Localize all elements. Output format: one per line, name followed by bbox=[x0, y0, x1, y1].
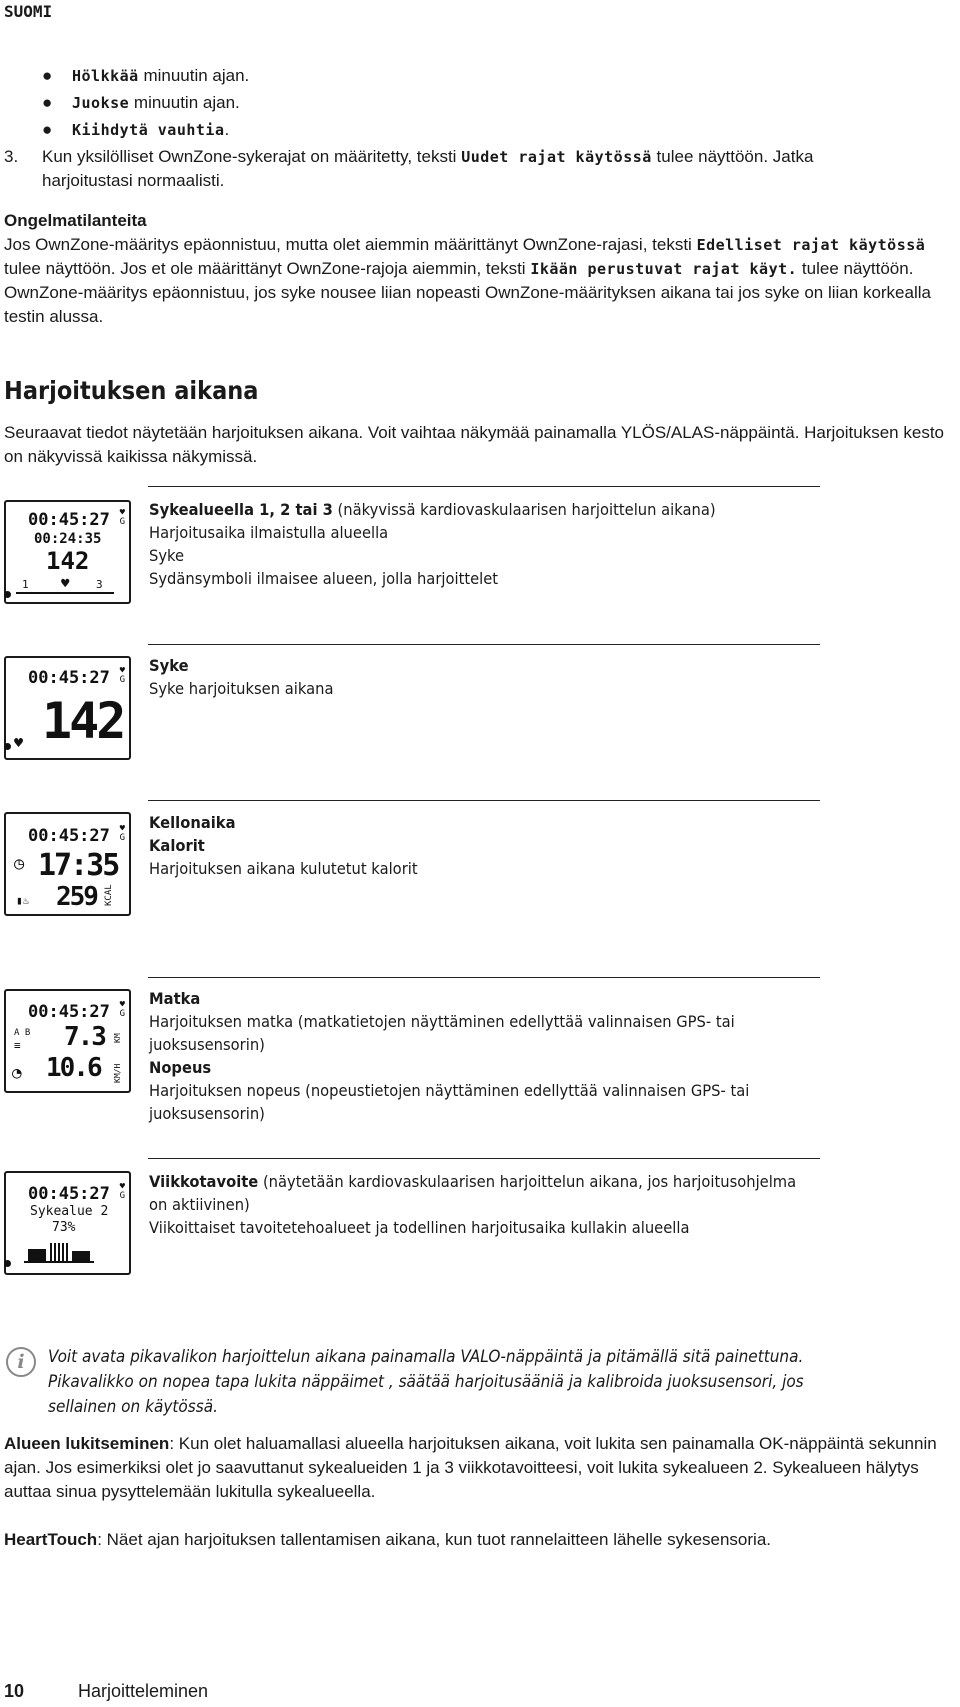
weekly-zone-bars bbox=[24, 1239, 94, 1263]
lcd-clock: 17:35 bbox=[38, 848, 119, 883]
bullet-text: . bbox=[224, 120, 230, 139]
indicator-dot bbox=[4, 591, 11, 598]
problems-text-1: Jos OwnZone-määritys epäonnistuu, mutta olet aiemmin määrittänyt OwnZone-rajasi, teksti bbox=[4, 235, 697, 254]
gps-heart-icon: ♥ G bbox=[119, 824, 125, 843]
gps-heart-icon: ♥ G bbox=[119, 508, 125, 527]
watch-display-distance-speed bbox=[4, 989, 131, 1093]
bullet-dot: ● bbox=[42, 66, 53, 85]
lcd-heart-rate: 142 bbox=[46, 547, 90, 575]
step-text-line2: harjoitustasi normaalisti. bbox=[42, 171, 225, 190]
view-line: Harjoitusaika ilmaistulla alueella bbox=[149, 523, 389, 542]
zone-bar bbox=[16, 576, 114, 594]
zone-lock-label: Alueen lukitseminen bbox=[4, 1434, 170, 1453]
watch-display-zone bbox=[4, 500, 131, 604]
language-label: SUOMI bbox=[4, 2, 53, 21]
heart-icon: ♥ bbox=[14, 734, 24, 752]
view-line: Harjoituksen nopeus (nopeustietojen näyttäminen edellyttää valinnaisen GPS- tai bbox=[149, 1081, 750, 1100]
step-number: 3. bbox=[4, 147, 19, 166]
lcd-distance: 7.3 bbox=[64, 1022, 105, 1052]
indicator-dot bbox=[4, 743, 11, 750]
lcd-zone-label: Sykealue 2 bbox=[30, 1204, 109, 1219]
view-description-2 bbox=[149, 654, 811, 700]
view-line: Syke bbox=[149, 546, 185, 565]
zone-lock-paragraph bbox=[4, 1432, 959, 1504]
gps-heart-icon: ♥ G bbox=[119, 666, 125, 685]
speedometer-icon: ◔ bbox=[12, 1063, 22, 1082]
lcd-text: Juokse bbox=[72, 94, 130, 112]
view-line: Harjoituksen aikana kulutetut kalorit bbox=[149, 859, 418, 878]
zone-bar-3 bbox=[72, 1251, 90, 1261]
heart-icon: ♥ bbox=[61, 576, 70, 592]
clock-icon: ◷ bbox=[14, 854, 25, 874]
bullet-dot: ● bbox=[42, 93, 53, 112]
separator bbox=[148, 977, 820, 978]
view-line: juoksusensorin) bbox=[149, 1035, 265, 1054]
hearttouch-text: : Näet ajan harjoituksen tallentamisen aikana, kun tuot rannelaitteen lähelle sykesensoria. bbox=[97, 1530, 772, 1549]
view-description-3 bbox=[149, 811, 811, 880]
bullet-text: minuutin ajan. bbox=[138, 66, 250, 85]
step-text: Kun yksilölliset OwnZone-sykerajat on määritetty, teksti bbox=[42, 147, 462, 166]
shoe-icon: ≡ bbox=[14, 1039, 21, 1052]
view-line: Sydänsymboli ilmaisee alueen, jolla harjoittelet bbox=[149, 569, 499, 588]
separator bbox=[148, 486, 820, 487]
lcd-text: Kiihdytä vauhtia bbox=[72, 121, 225, 139]
hearttouch-paragraph bbox=[4, 1528, 954, 1552]
gps-heart-icon: ♥ G bbox=[119, 1182, 125, 1201]
view-subtitle: (näytetään kardiovaskulaarisen harjoittelun aikana, jos harjoitusohjelma bbox=[258, 1172, 797, 1191]
lcd-duration: 00:45:27 bbox=[28, 826, 110, 846]
indicator-dot bbox=[4, 1260, 11, 1267]
bullet-text: minuutin ajan. bbox=[129, 93, 240, 112]
lcd-duration: 00:45:27 bbox=[28, 1184, 110, 1204]
section-intro: Seuraavat tiedot näytetään harjoituksen aikana. Voit vaihtaa näkymää painamalla YLÖS/ALAS-näppäintä. Harjoituksen kesto on näkyvissä kaikissa näkymissä. bbox=[4, 423, 944, 466]
kcal-unit: KCAL bbox=[104, 884, 114, 906]
zone-bar-1 bbox=[28, 1249, 46, 1261]
view-title: Viikkotavoite bbox=[149, 1172, 259, 1191]
view-line: Syke harjoituksen aikana bbox=[149, 679, 334, 698]
view-title: Sykealueella 1, 2 tai 3 bbox=[149, 500, 333, 519]
view-title-2: Kalorit bbox=[149, 836, 205, 855]
view-title: Syke bbox=[149, 656, 189, 675]
lcd-speed: 10.6 bbox=[46, 1053, 101, 1083]
problems-heading: Ongelmatilanteita bbox=[4, 211, 147, 230]
gps-heart-icon: ♥ G bbox=[119, 1000, 125, 1019]
hearttouch-label: HeartTouch bbox=[4, 1530, 98, 1549]
view-title: Matka bbox=[149, 989, 201, 1008]
step-text-end: tulee näyttöön. Jatka bbox=[651, 147, 814, 166]
separator bbox=[148, 1158, 820, 1159]
distance-unit: KM bbox=[113, 1033, 122, 1043]
info-icon: i bbox=[6, 1347, 36, 1377]
view-description-1 bbox=[149, 498, 811, 590]
watch-display-weekly-target bbox=[4, 1171, 131, 1275]
zone-left-label: 1 bbox=[22, 578, 29, 591]
view-title: Kellonaika bbox=[149, 813, 236, 832]
lcd-duration: 00:45:27 bbox=[28, 1002, 110, 1022]
view-title-2: Nopeus bbox=[149, 1058, 212, 1077]
lcd-text: Ikään perustuvat rajat käyt. bbox=[530, 260, 798, 278]
section-title: Harjoituksen aikana bbox=[4, 376, 259, 405]
lcd-heart-rate-large: 142 bbox=[42, 692, 124, 750]
view-line: Harjoituksen matka (matkatietojen näyttäminen edellyttää valinnaisen GPS- tai bbox=[149, 1012, 735, 1031]
flame-icon: ▮♨ bbox=[16, 894, 30, 907]
zone-lock-text: : Kun olet haluamallasi alueella harjoituksen aikana, voit lukita sen painamalla OK-näppäintä sekunnin ajan. Jos esimerkiksi olet jo saavuttanut sykealueiden 1 ja 3 viikkotavoitteesi, voit lukita sykealueen 2. Sykealueen hälytys auttaa sinua pysyttelemään lukitulla sykealueella. bbox=[4, 1434, 937, 1501]
chapter-name: Harjoitteleminen bbox=[78, 1681, 209, 1701]
lcd-text: Uudet rajat käytössä bbox=[461, 148, 652, 166]
lcd-percentage: 73% bbox=[52, 1220, 76, 1235]
lcd-duration: 00:45:27 bbox=[28, 510, 110, 530]
lcd-zone-time: 00:24:35 bbox=[34, 531, 102, 547]
view-line: on aktiivinen) bbox=[149, 1195, 250, 1214]
watch-display-heart-rate bbox=[4, 656, 131, 760]
separator bbox=[148, 644, 820, 645]
separator bbox=[148, 800, 820, 801]
lcd-calories: 259 bbox=[56, 882, 97, 912]
bullet-dot: ● bbox=[42, 120, 53, 139]
lcd-duration: 00:45:27 bbox=[28, 668, 110, 688]
step-3 bbox=[4, 145, 954, 193]
view-subtitle: (näkyvissä kardiovaskulaarisen harjoittelun aikana) bbox=[332, 500, 716, 519]
problems-paragraph bbox=[4, 233, 959, 329]
lcd-text: Edelliset rajat käytössä bbox=[696, 236, 926, 254]
watch-display-time-calories bbox=[4, 812, 131, 916]
zone-bar-2 bbox=[50, 1243, 68, 1261]
ab-label: A B bbox=[14, 1028, 31, 1038]
zone-right-label: 3 bbox=[96, 578, 103, 591]
info-note: Voit avata pikavalikon harjoittelun aikana painamalla VALO-näppäintä ja pitämällä sitä painettuna. Pikavalikko on nopea tapa lukita näppäimet , säätää harjoitusääniä ja kalibroida juoksusensori, jos sellainen on käytössä. bbox=[48, 1347, 804, 1417]
lcd-text: Hölkkää bbox=[72, 67, 139, 85]
view-line: Viikoittaiset tavoitetehoalueet ja todellinen harjoitusaika kullakin alueella bbox=[149, 1218, 690, 1237]
speed-unit: KM/H bbox=[113, 1063, 122, 1083]
view-description-5 bbox=[149, 1170, 811, 1239]
problems-text-3: tulee näyttöön. OwnZone-määritys epäonnistuu, jos syke nousee liian nopeasti OwnZone-määrityksen aikana tai jos syke on liian korkealla testin alussa. bbox=[4, 259, 931, 326]
view-line: juoksusensorin) bbox=[149, 1104, 265, 1123]
page-number: 10 bbox=[4, 1681, 25, 1701]
view-description-4 bbox=[149, 987, 811, 1125]
problems-text-2: tulee näyttöön. Jos et ole määrittänyt OwnZone-rajoja aiemmin, teksti bbox=[4, 259, 531, 278]
